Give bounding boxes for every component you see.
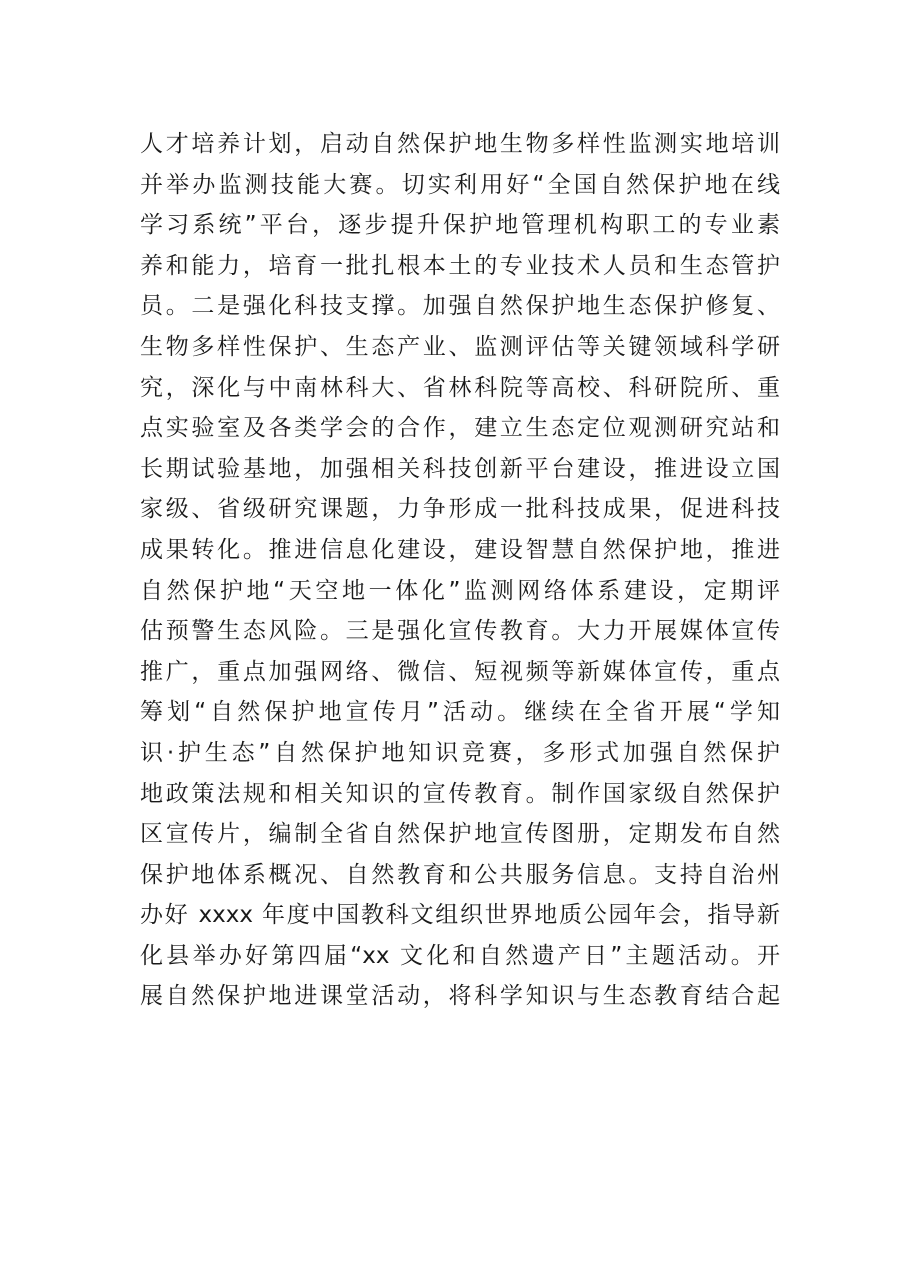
text-line: 识·护生态”自然保护地知识竞赛，多形式加强自然保护 [140, 739, 780, 766]
text-line: 生物多样性保护、生态产业、监测评估等关键领域科学研 [140, 333, 780, 360]
text-line: 地政策法规和相关知识的宣传教育。制作国家级自然保护 [140, 780, 780, 807]
text-line: 长期试验基地，加强相关科技创新平台建设，推进设立国 [140, 455, 780, 482]
text-line: 究，深化与中南林科大、省林科院等高校、科研院所、重 [140, 374, 780, 401]
text-line: 筹划“自然保护地宣传月”活动。继续在全省开展“学知 [140, 699, 780, 726]
text-line: 养和能力，培育一批扎根本土的专业技术人员和生态管护 [140, 252, 780, 279]
text-line: 区宣传片，编制全省自然保护地宣传图册，定期发布自然 [140, 821, 780, 848]
text-line: 化县举办好第四届“xx 文化和自然遗产日”主题活动。开 [140, 942, 780, 969]
text-line: 点实验室及各类学会的合作，建立生态定位观测研究站和 [140, 415, 780, 442]
text-line: 估预警生态风险。三是强化宣传教育。大力开展媒体宣传 [140, 618, 780, 645]
text-line: 家级、省级研究课题，力争形成一批科技成果，促进科技 [140, 496, 780, 523]
text-line: 展自然保护地进课堂活动，将科学知识与生态教育结合起 [140, 983, 780, 1010]
text-line: 办好 xxxx 年度中国教科文组织世界地质公园年会，指导新 [140, 902, 780, 929]
text-line: 人才培养计划，启动自然保护地生物多样性监测实地培训 [140, 131, 780, 157]
text-line: 保护地体系概况、自然教育和公共服务信息。支持自治州 [140, 861, 780, 888]
text-line: 员。二是强化科技支撑。加强自然保护地生态保护修复、 [140, 293, 780, 320]
text-line: 自然保护地“天空地一体化”监测网络体系建设，定期评 [140, 577, 780, 604]
text-line: 成果转化。推进信息化建设，建设智慧自然保护地，推进 [140, 536, 780, 563]
text-line: 学习系统”平台，逐步提升保护地管理机构职工的专业素 [140, 212, 780, 239]
text-line: 并举办监测技能大赛。切实利用好“全国自然保护地在线 [140, 171, 780, 198]
body-text [140, 124, 780, 1017]
text-line: 推广，重点加强网络、微信、短视频等新媒体宣传，重点 [140, 658, 780, 685]
